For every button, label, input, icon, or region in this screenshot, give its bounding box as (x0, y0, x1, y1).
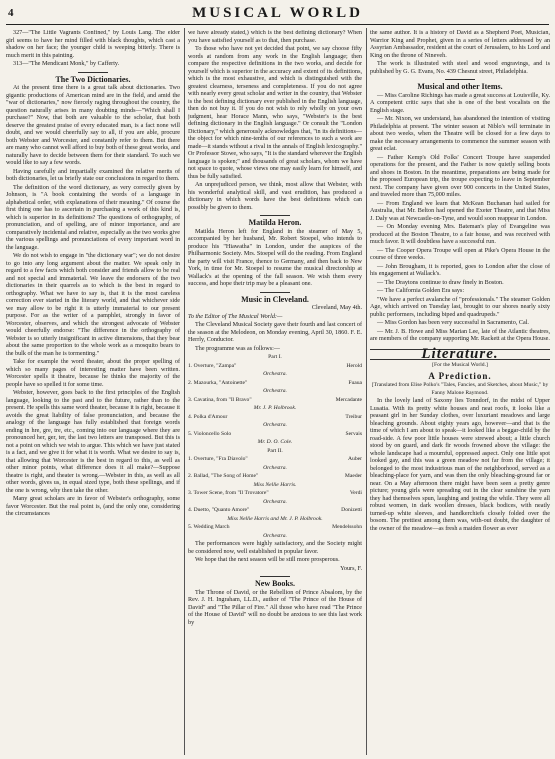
paragraph: 327—"The Little Vagrants Confined," by Louis Lang. The elder girl seems to have her mind filled with black thoughts, which cast a shadow on her face; the younger child is weeping bitterly. There is much merit in this painting. (6, 30, 180, 59)
paragraph: An unprejudiced person, we think, most allow that Webster, with his wonderful analytical skill, and vast erudition, has produced a dictionary in which words have the best definitions which can possibly be given to them. (188, 182, 362, 211)
programme-performer: Orchestra. (263, 464, 287, 471)
programme-item: 1. Overture, "Zampa" Herold (188, 362, 362, 369)
masthead: MUSICAL WORLD (192, 5, 363, 21)
programme-item: 5. Violoncello Solo Servais (188, 430, 362, 437)
programme-performer: Orchestra. (263, 498, 287, 505)
paragraph: The work is illustrated with steel and wood engravings, and is published by G. G. Evans, No. 439 Chesnut street, Philadelphia. (370, 61, 550, 75)
news-item: — The California Golden Era says: (377, 288, 465, 294)
signature: Yours, F. (340, 565, 362, 572)
page-header (6, 4, 549, 25)
news-item: — John Brougham, it is reported, goes to London after the close of his engagement at Wallack's. (370, 263, 550, 277)
news-item: — The Draytons continue to draw finely in Boston. (377, 279, 504, 286)
programme-performer: Orchestra. (263, 422, 287, 428)
article-title: Matilda Heron. (248, 218, 302, 227)
programme-item: 4. Duetto, "Quanto Amore" Donizetti (188, 507, 362, 513)
divider (78, 72, 108, 73)
paragraph: The definition of the word dictionary, as very correctly given by Johnson, is "A book containing the words of a language in alphabetical order, with explanations of their meaning." Of course the first thing one has to ascertain in purchasing a work of this kind is, which is superior in its definitions? The questions of orthography, of pronunciation, and of spelling, are of minor importance, and are comparatively incidental and relative, especially as the two works give the various spellings and pronunciations of every important word in the language. (6, 184, 180, 251)
programme-performer: Mr. J. P. Holbrook. (253, 405, 297, 411)
paragraph: Take for example the word theater, about the proper spelling of which so many pages of interesting matter have been written. Worcester spells it theatre, because he thinks the majority of the people have so spelled it for some time. (6, 359, 180, 388)
page-number: 4 (8, 7, 14, 19)
news-item: "We have a perfect avalanche of "professionals." The steamer Golden Age, which arrived on Tuesday last, brought to our shores nearly sixty public performers, including biped and quadrupeds." (370, 296, 550, 318)
programme-item: 4. Polka d'Amour Treibur (188, 413, 362, 420)
paragraph: In the lovely land of Saxony lies Tonndorf, in the midst of Upper Lusatia. With its pretty white houses and neat roofs, it looks like a peasant girl in her Sunday clothes, over luxuriant meadows and large bleaching grounds. About eighty years ago, however—and that is the time of which I am about to speak—it looked like a beggar-child by the road-side. A few poor little houses were strewed about; a little church stood by on guard, and dark fir woods frowned above the village: the whole landscape had a mournful, oppressed aspect. Only one little spot looked gay, and this was a green meadow not far from the village; it belonged to the most industrious man of the neighborhood, served as a bleaching-place for yarn, and was then the only bleaching-ground far or near. On a May afternoon there might have been seen a pretty genre picture; young girls were spreading out in the clear sunshine the yarn they had themselves spun, laughing and jesting the while. They were all robust women, in dark woollen dresses, black bodices, with neatly turned-up white sleeves, and handkerchiefs closely folded over the bosom. The prettiest among them was, with-out doubt, the daughter of the owner of the meadow—as fresh a maiden flower as ever (370, 398, 550, 532)
paragraph: 313—"The Mendicant Monk," by Cafferty. (13, 61, 120, 67)
news-item: — Father Kemp's Old Folks' Concert Troupe have suspended operations for the present, and the Father is now quietly selling boots and shoes in Boston. In the meantime, preparations are being made for the proposed European trip, the troupe expecting to leave in September next. The company have given over 900 concerts in the United States, and traveled more than 75,000 miles. (370, 154, 550, 198)
article-title: Music in Cleveland. (241, 294, 309, 304)
paragraph: The Throne of David, or the Rebellion of Prince Absalom, by the Rev. J. H. Ingraham, LL.D., author of "The Prince of the House of David" and "The Pillar of Fire." All those who have read "The Prince of the House of David" will no doubt be anxious to see this last work by (188, 589, 362, 626)
news-item: — Miss Caroline Richings has made a great success at Louisville, Ky. A competent critic says that she is one of the best vocalists on the English stage. (370, 92, 550, 114)
programme-performer: Orchestra. (263, 532, 287, 539)
programme-performer: Miss Nellie Harris. (253, 481, 297, 488)
section-heading: Literature. (370, 349, 550, 361)
news-item: — The Cooper Opera Troupe will open at Pike's Opera House in the course of three weeks. (370, 247, 550, 261)
programme-item: 2. Mazourka, "Antoinette" Fuaua (188, 379, 362, 386)
paragraph: To those who have not yet decided that point, we say choose fifty words at random from any work in the English language; then compare the respective definitions in the two works, and decide for yourself which is superior in the accuracy and extent of its definitions, which is the most exhaustive, and which is distinguished with the greatest clearness, terseness and completeness. If you do not agree with nearly every great scholar and writer in the country, that Webster is the best defining dictionary ever published in the English language, then do not buy it. If you do not wish to rely wholly on your own judgment, hear Horace Mann, who says, "Webster's is the best defining dictionary in the English language." Or consult the "London Dictionary," which generously acknowledges that, "in its definitions—the object for which nine-tenths of our references to such a work are made—it stands without a rival in the annals of English lexicography." Or Professor Stowe, who says, "It is the standard wherever the English language is spoken;" and thousands of great scholars, whom we have not space to quote, whose views one may easily learn for himself, and thus be fully satisfied. (188, 46, 362, 180)
column-3 (370, 30, 550, 755)
paragraph: Webster, however, goes back to the first principles of the English language, looking to the past and to the future, rather than to the present. He spells this same word theater, because it is right, because it avoids the great liability of false pronunciation, and because the analogy of the language has fully established that foreign words ending in hre, gre, tre, etc., coming into our language where they are pronounced her, ger, ter, the last two letters are transposed. But this is not a point on which we wish to argue. This which we have just stated is a fact, and we give it for what it is worth. What we desire to say is, that allowing that Worcester is the best in regard to this, as well as other minor points, what difference does it all make?—Suppose theatre is right, and theater is wrong.—Webster in this, as well as all other words, gives us, in equal sized type, both these spellings, and if the one is wrong, why then take the other. (6, 390, 180, 494)
story-credit: [Translated from Elise Polko's "Tales, Fancies, and Sketches, about Music," by Fanny Malone Raymond. (371, 382, 549, 396)
story-title: A Prediction. (428, 370, 492, 381)
paragraph: we have already stated,) which is the best defining dictionary? When you have satisfied yourself as to that, then purchase. (188, 30, 362, 44)
news-item: — Mr. Nixon, we understand, has abandoned the intention of visiting Philadelphia at present. The winter season at Niblo's will terminate in about two weeks, when the Theatre will be closed for a few days to make the necessary arrangements to commence the summer season with great eclat. (370, 116, 550, 152)
column-rule (366, 28, 367, 755)
programme-performer: Mr. D. O. Cole. (257, 439, 293, 445)
byline: [For the Musical World.] (432, 362, 488, 368)
programme-part-label: Part I. (268, 354, 282, 360)
divider (260, 292, 290, 293)
divider (445, 79, 475, 80)
column-rule (184, 28, 185, 755)
paragraph: The performances were highly satisfactory, and the Society might be considered now, well established in popular favor. (188, 541, 362, 555)
divider (260, 576, 290, 577)
divider (260, 215, 290, 216)
paragraph: Matilda Heron left for England in the steamer of May 5, accompanied by her husband, Mr. Robert Stoepel, who intends to produce his "Hiawatha" in London, under the auspices of the Philharmonic Society. Mrs. Stoepel will do the reading. From England the party will visit France, thence to Germany, and then back to New York, in time for Mr. Stoepel to resume the musical directorship at Wallack's at the opening of the fall season. We wish them every success, and hope their trip may be a pleasant one. (188, 228, 362, 287)
programme-performer: Miss Nellie Harris and Mr. J. P. Holbrook. (227, 515, 323, 522)
paragraph: At the present time there is a great talk about dictionaries. Two gigantic productions of American mind are in the field, and amid the "war of dictionaries," now fiercely raging throughout the country, the question naturally arises in many doubting minds—"Which shall I purchase?" Now, that both are valuable to the scholar, that both deserve the greatest praise of every educated man, is a fact none will doubt, and we would cheerfully say to all, if you are able, procure both Webster and Worcester, and constantly refer to them. But there are many who cannot well afford to buy both of these great works, and naturally have to decide between them for their standard. To such we would like to say a few words. (6, 85, 180, 166)
column-2 (188, 30, 362, 755)
news-item: — Miss Gordon has been very successful in Sacramento, Cal. (377, 320, 529, 326)
programme-performer: Orchestra. (263, 388, 287, 394)
salutation: To the Editor of The Musical World:— (188, 313, 283, 320)
article-title: Musical and other Items. (417, 82, 503, 91)
paragraph: We hope that the next season will be still more prosperous. (195, 557, 340, 563)
paragraph: The programme was as follows:— (195, 345, 280, 352)
paragraph: Having carefully and impartially examined the relative merits of both dictionaries, let us briefly state our conclusions in regard to them. (6, 168, 180, 182)
programme-performer: Orchestra. (263, 371, 287, 377)
programme-item: 5. Wedding March Mendelssohn (188, 524, 362, 530)
dateline: Cleveland, May 4th. (311, 305, 362, 311)
news-item: — On Monday evening Mrs. Bateman's play of Evangeline was produced at the Boston Theatre, to a fair house, and was received with much favor. It will doubtless have a successful run. (370, 224, 550, 245)
paragraph: The Cleveland Musical Society gave their fourth and last concert of the season at the Melodeon, on Monday evening, April 30, 1860. F. E. Herrly, Conductor. (188, 322, 362, 343)
programme-part-label: Part II. (267, 447, 283, 454)
news-item: — Mr. J. B. Howe and Miss Marian Lee, late of the Atlantic theatres, are members of the company supporting Mr. Rackett at the Opera House. (370, 328, 550, 342)
programme-list (188, 363, 362, 447)
programme-item: 3. Cavatina, from "Il Bravo" Mercadante (188, 396, 362, 403)
programme-item: 3. Tower Scene, from "Il Trovatore" Verdi (188, 490, 362, 496)
column-1 (6, 30, 180, 755)
programme-item: 1. Overture, "Fra Diavolo" Auber (188, 456, 362, 462)
article-title: New Books. (254, 579, 295, 588)
programme-item: 2. Ballad, "The Song of Home" Maeder (188, 473, 362, 479)
article-title: The Two Dictionaries. (55, 74, 131, 84)
paragraph: We do not wish to engage in "the dictionary war"; we do not desire to go into any long argument about the matter. We speak only in regard to a few facts which both consider and friends allow to be real and not special and immaterial. We leave the endorsers of the two dictionaries in their quarrels as to which is the best in regard to orthography. What we have to say is, that it is the most careless correction ever started in the literary world, and that whichever side we may allow to be right it is utterly immaterial to our present purpose. For as the writer of a pamphlet, strongly in favor of Worcester, observes, and which the strongest advocate of Webster would cheerfully endorse: "The difference in the orthography of Webster is so utterly insignificant in active dimensions, that they bear about the same proportion to the whole work as a mosquito bears to the bulk of the man he is tormenting." (6, 253, 180, 357)
paragraph: Many great scholars are in favor of Webster's orthography, some favor Worcester. But the real point is, (and the only one, considering the circumstances (6, 496, 180, 517)
programme-list (188, 456, 362, 540)
news-item: — From England we learn that McKean Buchanan had sailed for Australia, that Mr. Belton had opened the Exeter Theatre, and that Miss J. Daly was at Newcastle-on-Tyne, and would soon reappear in London. (370, 200, 550, 222)
paragraph: the same author. It is a history of David as a Shepherd Poet, Musician, Warrior King and Prophet, given in a series of letters addressed by an Assyrian Ambassador, resident at the court of Jerusalem, to his Lord and King on the throne of Nineveh. (370, 30, 550, 59)
